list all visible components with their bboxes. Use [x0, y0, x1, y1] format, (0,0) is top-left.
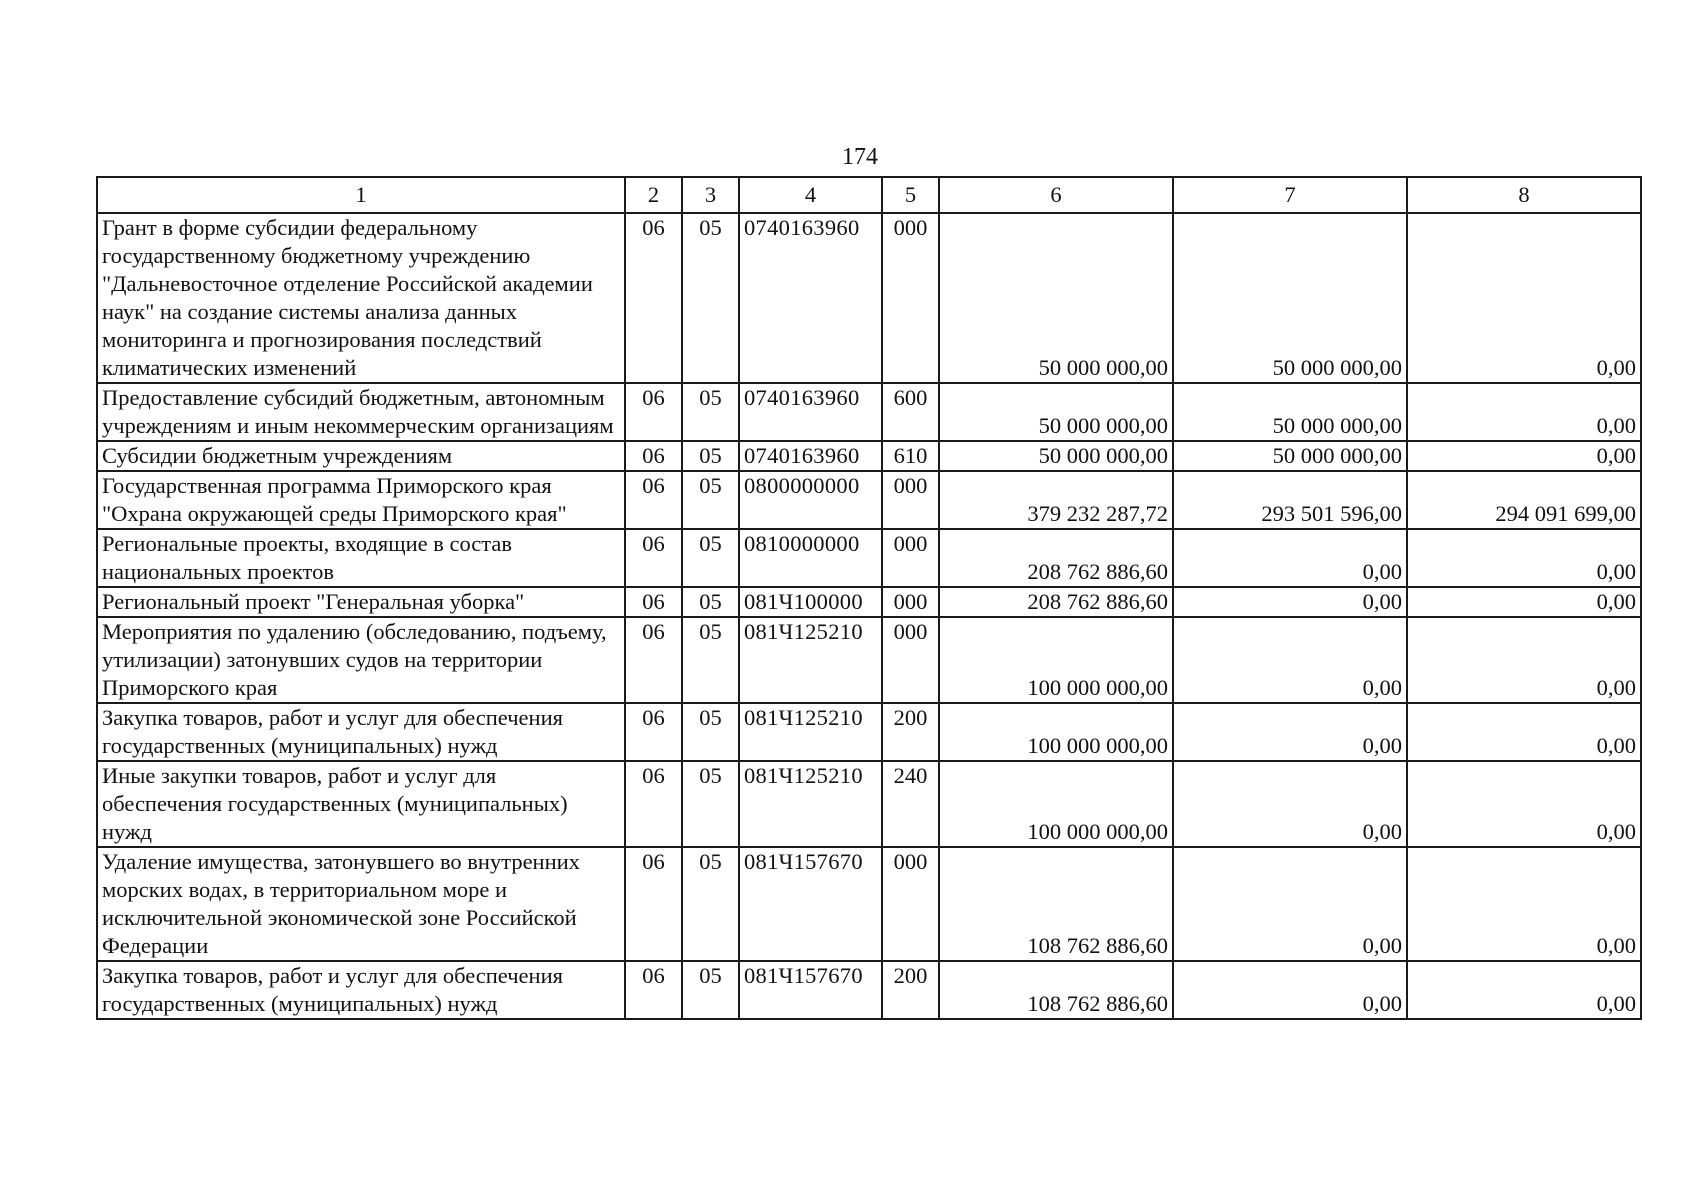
- row-expense-type: 200: [882, 703, 939, 761]
- row-target-article: 0800000000: [739, 471, 882, 529]
- table-row: [97, 961, 1641, 1019]
- header-col-4: 4: [739, 177, 882, 213]
- page-number: 174: [842, 144, 878, 170]
- row-subsection: 05: [682, 617, 739, 703]
- row-amount-col-6: 100 000 000,00: [939, 617, 1173, 703]
- row-name: Иные закупки товаров, работ и услуг для обеспечения государственных (муниципальных) нужд: [97, 761, 625, 847]
- header-row: [97, 177, 1641, 213]
- row-expense-type: 240: [882, 761, 939, 847]
- row-target-article: 0740163960: [739, 383, 882, 441]
- header-col-3: 3: [682, 177, 739, 213]
- row-subsection: 05: [682, 441, 739, 471]
- row-target-article: 081Ч125210: [739, 703, 882, 761]
- row-subsection: 05: [682, 587, 739, 617]
- row-target-article: 081Ч125210: [739, 617, 882, 703]
- row-expense-type: 000: [882, 471, 939, 529]
- header-col-1: 1: [97, 177, 625, 213]
- row-amount-col-6: 108 762 886,60: [939, 847, 1173, 961]
- table-row: [97, 383, 1641, 441]
- header-col-5: 5: [882, 177, 939, 213]
- row-expense-type: 600: [882, 383, 939, 441]
- row-amount-col-8: 0,00: [1407, 617, 1641, 703]
- row-expense-type: 610: [882, 441, 939, 471]
- table-row: [97, 587, 1641, 617]
- row-amount-col-7: 0,00: [1173, 529, 1407, 587]
- row-section: 06: [625, 441, 682, 471]
- row-name: Мероприятия по удалению (обследованию, подъему, утилизации) затонувших судов на территории Приморского края: [97, 617, 625, 703]
- header-col-2: 2: [625, 177, 682, 213]
- row-expense-type: 000: [882, 529, 939, 587]
- row-name: Закупка товаров, работ и услуг для обеспечения государственных (муниципальных) нужд: [97, 703, 625, 761]
- row-amount-col-8: 0,00: [1407, 961, 1641, 1019]
- row-target-article: 081Ч100000: [739, 587, 882, 617]
- row-section: 06: [625, 761, 682, 847]
- row-amount-col-6: 50 000 000,00: [939, 441, 1173, 471]
- row-amount-col-8: 0,00: [1407, 213, 1641, 383]
- row-amount-col-8: 0,00: [1407, 383, 1641, 441]
- row-subsection: 05: [682, 471, 739, 529]
- row-amount-col-8: 0,00: [1407, 529, 1641, 587]
- row-name: Удаление имущества, затонувшего во внутренних морских водах, в территориальном море и исключительной экономической зоне Российской Федерации: [97, 847, 625, 961]
- row-subsection: 05: [682, 529, 739, 587]
- row-amount-col-8: 0,00: [1407, 847, 1641, 961]
- row-amount-col-6: 208 762 886,60: [939, 529, 1173, 587]
- row-target-article: 0740163960: [739, 213, 882, 383]
- row-subsection: 05: [682, 213, 739, 383]
- row-section: 06: [625, 961, 682, 1019]
- table-row: [97, 847, 1641, 961]
- row-amount-col-7: 293 501 596,00: [1173, 471, 1407, 529]
- row-amount-col-7: 0,00: [1173, 847, 1407, 961]
- row-amount-col-7: 0,00: [1173, 587, 1407, 617]
- row-name: Грант в форме субсидии федеральному государственному бюджетному учреждению "Дальневосточное отделение Российской академии наук" на создание системы анализа данных мониторинга и прогнозирования последствий климатических изменений: [97, 213, 625, 383]
- row-section: 06: [625, 529, 682, 587]
- row-subsection: 05: [682, 847, 739, 961]
- row-section: 06: [625, 617, 682, 703]
- row-amount-col-6: 100 000 000,00: [939, 761, 1173, 847]
- table-row: [97, 703, 1641, 761]
- row-section: 06: [625, 703, 682, 761]
- row-amount-col-6: 100 000 000,00: [939, 703, 1173, 761]
- row-amount-col-6: 50 000 000,00: [939, 383, 1173, 441]
- row-target-article: 0740163960: [739, 441, 882, 471]
- row-section: 06: [625, 847, 682, 961]
- row-amount-col-8: 294 091 699,00: [1407, 471, 1641, 529]
- row-amount-col-8: 0,00: [1407, 703, 1641, 761]
- row-amount-col-6: 208 762 886,60: [939, 587, 1173, 617]
- row-amount-col-8: 0,00: [1407, 761, 1641, 847]
- budget-table: [96, 176, 1642, 1020]
- row-amount-col-7: 0,00: [1173, 961, 1407, 1019]
- row-expense-type: 200: [882, 961, 939, 1019]
- row-target-article: 0810000000: [739, 529, 882, 587]
- row-expense-type: 000: [882, 587, 939, 617]
- row-amount-col-7: 0,00: [1173, 617, 1407, 703]
- row-section: 06: [625, 587, 682, 617]
- row-name: Субсидии бюджетным учреждениям: [97, 441, 625, 471]
- row-expense-type: 000: [882, 617, 939, 703]
- row-section: 06: [625, 213, 682, 383]
- row-subsection: 05: [682, 961, 739, 1019]
- row-amount-col-7: 0,00: [1173, 761, 1407, 847]
- row-section: 06: [625, 383, 682, 441]
- table-row: [97, 213, 1641, 383]
- row-name: Предоставление субсидий бюджетным, автономным учреждениям и иным некоммерческим организациям: [97, 383, 625, 441]
- row-amount-col-7: 50 000 000,00: [1173, 213, 1407, 383]
- row-amount-col-7: 50 000 000,00: [1173, 383, 1407, 441]
- row-amount-col-8: 0,00: [1407, 441, 1641, 471]
- table-row: [97, 471, 1641, 529]
- row-subsection: 05: [682, 383, 739, 441]
- row-target-article: 081Ч125210: [739, 761, 882, 847]
- header-col-7: 7: [1173, 177, 1407, 213]
- row-amount-col-7: 0,00: [1173, 703, 1407, 761]
- row-name: Региональные проекты, входящие в состав национальных проектов: [97, 529, 625, 587]
- row-amount-col-6: 379 232 287,72: [939, 471, 1173, 529]
- row-name: Государственная программа Приморского края "Охрана окружающей среды Приморского края": [97, 471, 625, 529]
- row-name: Закупка товаров, работ и услуг для обеспечения государственных (муниципальных) нужд: [97, 961, 625, 1019]
- row-subsection: 05: [682, 703, 739, 761]
- row-target-article: 081Ч157670: [739, 847, 882, 961]
- table-row: [97, 761, 1641, 847]
- header-col-6: 6: [939, 177, 1173, 213]
- row-expense-type: 000: [882, 213, 939, 383]
- row-subsection: 05: [682, 761, 739, 847]
- table-row: [97, 617, 1641, 703]
- row-expense-type: 000: [882, 847, 939, 961]
- row-target-article: 081Ч157670: [739, 961, 882, 1019]
- table-row: [97, 529, 1641, 587]
- row-name: Региональный проект "Генеральная уборка": [97, 587, 625, 617]
- table-row: [97, 441, 1641, 471]
- row-amount-col-7: 50 000 000,00: [1173, 441, 1407, 471]
- row-amount-col-6: 50 000 000,00: [939, 213, 1173, 383]
- row-amount-col-6: 108 762 886,60: [939, 961, 1173, 1019]
- header-col-8: 8: [1407, 177, 1641, 213]
- row-amount-col-8: 0,00: [1407, 587, 1641, 617]
- row-section: 06: [625, 471, 682, 529]
